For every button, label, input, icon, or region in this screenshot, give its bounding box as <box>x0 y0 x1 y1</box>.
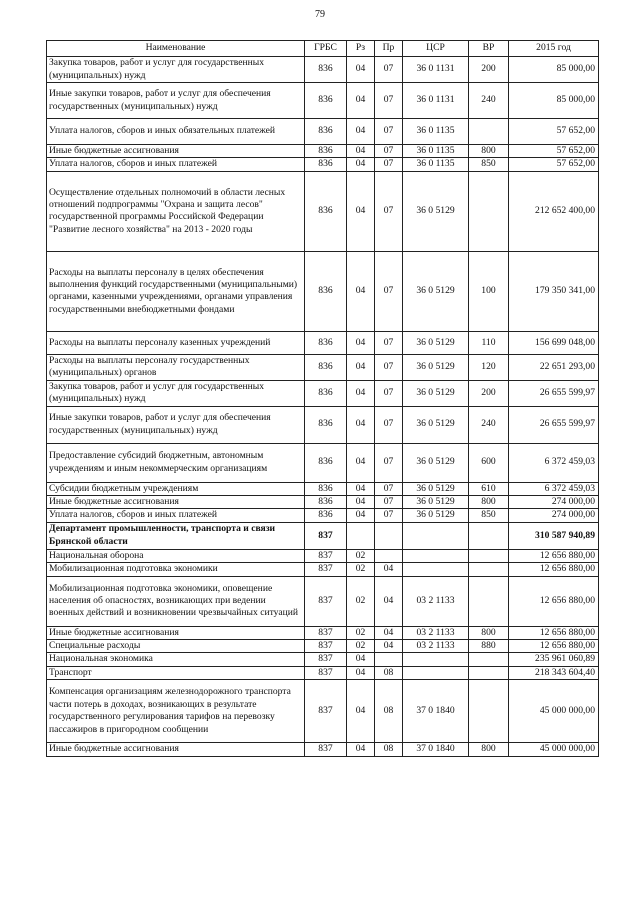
cell-rz: 04 <box>347 331 375 354</box>
cell-csr: 36 0 1131 <box>403 83 469 119</box>
cell-pr: 07 <box>375 171 403 251</box>
cell-rz: 04 <box>347 354 375 380</box>
cell-name: Иные бюджетные ассигнования <box>47 626 305 639</box>
cell-amount: 57 652,00 <box>509 145 599 158</box>
table-row <box>47 57 599 83</box>
cell-grbs: 837 <box>305 640 347 653</box>
cell-amount: 45 000 000,00 <box>509 680 599 743</box>
cell-pr <box>375 653 403 666</box>
table-row <box>47 482 599 495</box>
cell-grbs: 836 <box>305 482 347 495</box>
cell-rz: 02 <box>347 549 375 562</box>
cell-amount: 26 655 599,97 <box>509 380 599 406</box>
table-row <box>47 522 599 549</box>
cell-csr: 36 0 5129 <box>403 496 469 509</box>
col-header-grbs: ГРБС <box>305 41 347 57</box>
cell-rz: 04 <box>347 509 375 522</box>
cell-name: Иные закупки товаров, работ и услуг для обеспечения государственных (муниципальных) нужд <box>47 406 305 443</box>
table-row <box>47 640 599 653</box>
cell-pr: 07 <box>375 354 403 380</box>
col-header-csr: ЦСР <box>403 41 469 57</box>
cell-rz: 04 <box>347 496 375 509</box>
cell-grbs: 837 <box>305 680 347 743</box>
cell-amount: 6 372 459,03 <box>509 443 599 482</box>
cell-pr: 07 <box>375 443 403 482</box>
cell-grbs: 837 <box>305 522 347 549</box>
cell-grbs: 836 <box>305 380 347 406</box>
cell-vr: 110 <box>469 331 509 354</box>
cell-amount: 85 000,00 <box>509 57 599 83</box>
cell-amount: 22 651 293,00 <box>509 354 599 380</box>
cell-name: Транспорт <box>47 666 305 679</box>
table-row <box>47 380 599 406</box>
col-header-year: 2015 год <box>509 41 599 57</box>
cell-amount: 310 587 940,89 <box>509 522 599 549</box>
cell-rz: 04 <box>347 443 375 482</box>
cell-vr: 240 <box>469 83 509 119</box>
cell-amount: 156 699 048,00 <box>509 331 599 354</box>
cell-vr: 850 <box>469 509 509 522</box>
cell-grbs: 837 <box>305 576 347 626</box>
cell-amount: 12 656 880,00 <box>509 626 599 639</box>
cell-grbs: 836 <box>305 57 347 83</box>
cell-rz: 04 <box>347 83 375 119</box>
cell-pr: 07 <box>375 509 403 522</box>
cell-rz: 04 <box>347 158 375 171</box>
table-row <box>47 158 599 171</box>
cell-csr <box>403 563 469 576</box>
cell-name: Предоставление субсидий бюджетным, автономным учреждениям и иным некоммерческим организациям <box>47 443 305 482</box>
cell-vr <box>469 576 509 626</box>
cell-grbs: 837 <box>305 743 347 756</box>
cell-rz: 04 <box>347 653 375 666</box>
cell-csr: 03 2 1133 <box>403 576 469 626</box>
cell-vr <box>469 171 509 251</box>
cell-pr: 07 <box>375 57 403 83</box>
cell-csr: 36 0 5129 <box>403 482 469 495</box>
cell-pr: 07 <box>375 380 403 406</box>
cell-pr: 07 <box>375 406 403 443</box>
cell-amount: 218 343 604,40 <box>509 666 599 679</box>
cell-csr <box>403 549 469 562</box>
cell-name: Уплата налогов, сборов и иных обязательных платежей <box>47 119 305 145</box>
cell-csr: 36 0 5129 <box>403 380 469 406</box>
cell-amount: 26 655 599,97 <box>509 406 599 443</box>
table-row <box>47 251 599 331</box>
cell-name: Расходы на выплаты персоналу государственных (муниципальных) органов <box>47 354 305 380</box>
cell-csr: 36 0 5129 <box>403 509 469 522</box>
table-row <box>47 119 599 145</box>
cell-pr: 04 <box>375 563 403 576</box>
cell-rz: 04 <box>347 119 375 145</box>
cell-amount: 45 000 000,00 <box>509 743 599 756</box>
table-row <box>47 626 599 639</box>
cell-grbs: 836 <box>305 251 347 331</box>
col-header-rz: Рз <box>347 41 375 57</box>
table-row <box>47 331 599 354</box>
cell-name: Иные закупки товаров, работ и услуг для обеспечения государственных (муниципальных) нужд <box>47 83 305 119</box>
cell-csr <box>403 666 469 679</box>
cell-rz: 04 <box>347 57 375 83</box>
cell-vr: 200 <box>469 380 509 406</box>
cell-pr: 07 <box>375 145 403 158</box>
cell-vr <box>469 666 509 679</box>
cell-amount: 12 656 880,00 <box>509 576 599 626</box>
cell-pr: 07 <box>375 482 403 495</box>
cell-grbs: 836 <box>305 119 347 145</box>
cell-name: Субсидии бюджетным учреждениям <box>47 482 305 495</box>
cell-vr: 120 <box>469 354 509 380</box>
cell-grbs: 837 <box>305 563 347 576</box>
table-row <box>47 563 599 576</box>
cell-rz: 04 <box>347 743 375 756</box>
cell-name: Департамент промышленности, транспорта и связи Брянской области <box>47 522 305 549</box>
cell-pr <box>375 549 403 562</box>
cell-csr <box>403 522 469 549</box>
cell-grbs: 836 <box>305 496 347 509</box>
cell-rz: 02 <box>347 563 375 576</box>
cell-grbs: 837 <box>305 653 347 666</box>
cell-vr: 240 <box>469 406 509 443</box>
cell-pr: 04 <box>375 576 403 626</box>
cell-csr: 36 0 5129 <box>403 354 469 380</box>
cell-csr: 03 2 1133 <box>403 626 469 639</box>
cell-amount: 274 000,00 <box>509 509 599 522</box>
cell-amount: 235 961 060,89 <box>509 653 599 666</box>
cell-rz: 04 <box>347 482 375 495</box>
table-row <box>47 443 599 482</box>
cell-csr: 36 0 1135 <box>403 145 469 158</box>
cell-rz: 04 <box>347 145 375 158</box>
cell-csr: 36 0 1131 <box>403 57 469 83</box>
cell-amount: 12 656 880,00 <box>509 563 599 576</box>
cell-pr: 07 <box>375 331 403 354</box>
cell-pr <box>375 522 403 549</box>
cell-name: Уплата налогов, сборов и иных платежей <box>47 158 305 171</box>
cell-name: Иные бюджетные ассигнования <box>47 743 305 756</box>
cell-amount: 12 656 880,00 <box>509 549 599 562</box>
cell-grbs: 836 <box>305 158 347 171</box>
table-row <box>47 653 599 666</box>
table-row <box>47 145 599 158</box>
cell-vr: 800 <box>469 496 509 509</box>
cell-amount: 179 350 341,00 <box>509 251 599 331</box>
cell-pr: 07 <box>375 496 403 509</box>
cell-rz: 02 <box>347 576 375 626</box>
budget-table <box>46 40 599 757</box>
cell-vr: 800 <box>469 743 509 756</box>
table-row <box>47 666 599 679</box>
col-header-vr: ВР <box>469 41 509 57</box>
cell-vr: 600 <box>469 443 509 482</box>
cell-vr: 880 <box>469 640 509 653</box>
cell-name: Специальные расходы <box>47 640 305 653</box>
cell-vr: 100 <box>469 251 509 331</box>
cell-csr: 36 0 5129 <box>403 171 469 251</box>
table-row <box>47 576 599 626</box>
cell-name: Закупка товаров, работ и услуг для государственных (муниципальных) нужд <box>47 57 305 83</box>
cell-rz: 04 <box>347 680 375 743</box>
cell-vr <box>469 522 509 549</box>
cell-name: Национальная оборона <box>47 549 305 562</box>
page-number: 79 <box>315 9 325 20</box>
cell-grbs: 836 <box>305 171 347 251</box>
cell-rz: 04 <box>347 666 375 679</box>
cell-grbs: 836 <box>305 443 347 482</box>
cell-amount: 85 000,00 <box>509 83 599 119</box>
cell-name: Закупка товаров, работ и услуг для государственных (муниципальных) нужд <box>47 380 305 406</box>
cell-rz: 04 <box>347 380 375 406</box>
cell-csr: 36 0 5129 <box>403 251 469 331</box>
cell-name: Иные бюджетные ассигнования <box>47 145 305 158</box>
table-row <box>47 171 599 251</box>
cell-amount: 12 656 880,00 <box>509 640 599 653</box>
cell-amount: 212 652 400,00 <box>509 171 599 251</box>
cell-grbs: 837 <box>305 666 347 679</box>
cell-pr: 07 <box>375 158 403 171</box>
cell-amount: 274 000,00 <box>509 496 599 509</box>
cell-csr <box>403 653 469 666</box>
col-header-name: Наименование <box>47 41 305 57</box>
cell-rz: 04 <box>347 406 375 443</box>
cell-pr: 07 <box>375 251 403 331</box>
cell-vr <box>469 119 509 145</box>
cell-csr: 36 0 5129 <box>403 406 469 443</box>
cell-csr: 36 0 5129 <box>403 331 469 354</box>
cell-name: Национальная экономика <box>47 653 305 666</box>
cell-vr <box>469 653 509 666</box>
cell-csr: 36 0 1135 <box>403 158 469 171</box>
cell-vr: 800 <box>469 145 509 158</box>
cell-name: Мобилизационная подготовка экономики, оповещение населения об опасностях, возникающих при ведении военных действий и возникновении чрезвычайных ситуаций <box>47 576 305 626</box>
table-row <box>47 406 599 443</box>
cell-csr: 36 0 5129 <box>403 443 469 482</box>
table-row <box>47 83 599 119</box>
cell-pr: 08 <box>375 680 403 743</box>
cell-grbs: 836 <box>305 354 347 380</box>
col-header-pr: Пр <box>375 41 403 57</box>
cell-name: Расходы на выплаты персоналу в целях обеспечения выполнения функций государственными (муниципальными) органами, казенными учреждениями, органами управления государственными внебюджетными фондами <box>47 251 305 331</box>
cell-amount: 6 372 459,03 <box>509 482 599 495</box>
cell-grbs: 836 <box>305 406 347 443</box>
table-row <box>47 743 599 756</box>
cell-grbs: 836 <box>305 331 347 354</box>
cell-rz: 02 <box>347 626 375 639</box>
table-row <box>47 549 599 562</box>
cell-vr: 610 <box>469 482 509 495</box>
cell-rz: 04 <box>347 251 375 331</box>
table-row <box>47 354 599 380</box>
cell-grbs: 836 <box>305 509 347 522</box>
table-row <box>47 509 599 522</box>
cell-vr: 200 <box>469 57 509 83</box>
cell-name: Мобилизационная подготовка экономики <box>47 563 305 576</box>
cell-rz: 04 <box>347 171 375 251</box>
cell-pr: 04 <box>375 640 403 653</box>
cell-vr <box>469 680 509 743</box>
cell-pr: 07 <box>375 119 403 145</box>
cell-vr: 800 <box>469 626 509 639</box>
cell-name: Уплата налогов, сборов и иных платежей <box>47 509 305 522</box>
cell-csr: 37 0 1840 <box>403 743 469 756</box>
cell-csr: 36 0 1135 <box>403 119 469 145</box>
cell-pr: 07 <box>375 83 403 119</box>
cell-name: Расходы на выплаты персоналу казенных учреждений <box>47 331 305 354</box>
cell-name: Иные бюджетные ассигнования <box>47 496 305 509</box>
cell-name: Компенсация организациям железнодорожного транспорта части потерь в доходах, возникающих в результате государственного регулирования тарифов на перевозку пассажиров в пригородном сообщении <box>47 680 305 743</box>
cell-grbs: 836 <box>305 83 347 119</box>
cell-csr: 37 0 1840 <box>403 680 469 743</box>
cell-grbs: 837 <box>305 626 347 639</box>
cell-vr: 850 <box>469 158 509 171</box>
cell-rz <box>347 522 375 549</box>
cell-amount: 57 652,00 <box>509 119 599 145</box>
cell-csr: 03 2 1133 <box>403 640 469 653</box>
cell-amount: 57 652,00 <box>509 158 599 171</box>
cell-vr <box>469 563 509 576</box>
table-header-row <box>47 41 599 57</box>
cell-vr <box>469 549 509 562</box>
cell-pr: 08 <box>375 743 403 756</box>
table-row <box>47 496 599 509</box>
cell-pr: 08 <box>375 666 403 679</box>
cell-name: Осуществление отдельных полномочий в области лесных отношений подпрограммы "Охрана и защита лесов" государственной программы Российской Федерации "Развитие лесного хозяйства" на 2013 - 2020 годы <box>47 171 305 251</box>
cell-grbs: 837 <box>305 549 347 562</box>
cell-rz: 02 <box>347 640 375 653</box>
table-row <box>47 680 599 743</box>
cell-pr: 04 <box>375 626 403 639</box>
cell-grbs: 836 <box>305 145 347 158</box>
